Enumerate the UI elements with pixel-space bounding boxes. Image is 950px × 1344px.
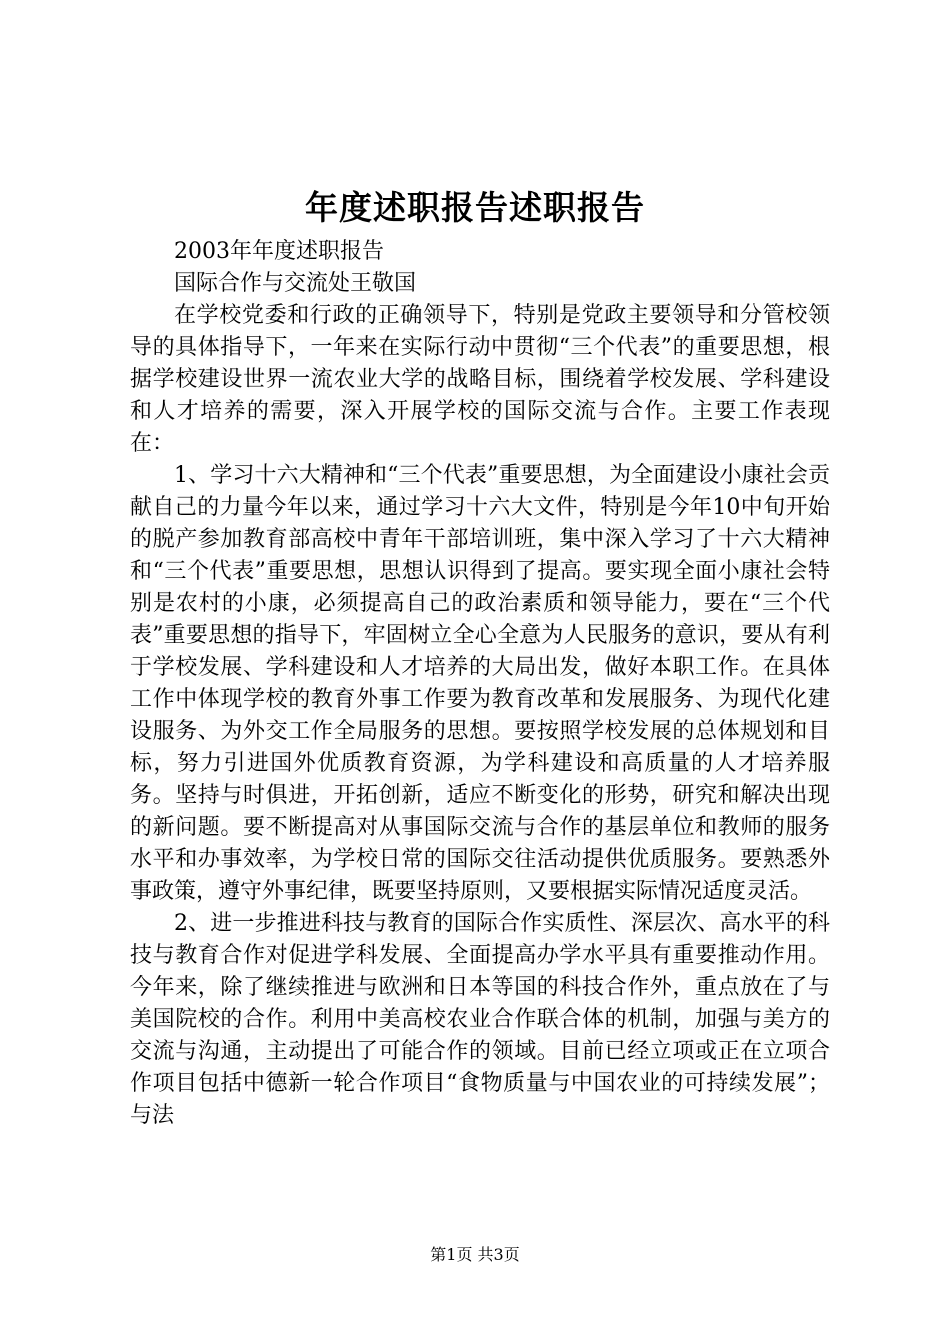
page-footer: 第1页 共3页 [430, 1245, 520, 1264]
paragraph-intro: 在学校党委和行政的正确领导下，特别是党政主要领导和分管校领导的具体指导下，一年来在实际行动中贯彻“三个代表”的重要思想，根据学校建设世界一流农业大学的战略目标，围绕着学校发展、学科建设和人才培养的需要，深入开展学校的国际交流与合作。主要工作表现在： [130, 303, 830, 456]
author-line: 国际合作与交流处王敬国 [174, 271, 417, 296]
document-title: 年度述职报告述职报告 [305, 188, 645, 227]
document-body [130, 236, 830, 1132]
paragraph-section-2: 2、进一步推进科技与教育的国际合作实质性、深层次、高水平的科技与教育合作对促进学科发展、全面提高办学水平具有重要推动作用。今年来，除了继续推进与欧洲和日本等国的科技合作外，重点放在了与美国院校的合作。利用中美高校农业合作联合体的机制，加强与美方的交流与沟通，主动提出了可能合作的领域。目前已经立项或正在立项合作项目包括中德新一轮合作项目“食物质量与中国农业的可持续发展”；与法 [130, 911, 830, 1128]
paragraph-section-1: 1、学习十六大精神和“三个代表”重要思想，为全面建设小康社会贡献自己的力量今年以来，通过学习十六大文件，特别是今年10中旬开始的脱产参加教育部高校中青年干部培训班，集中深入学习了十六大精神和“三个代表”重要思想，思想认识得到了提高。要实现全面小康社会特别是农村的小康，必须提高自己的政治素质和领导能力，要在“三个代表”重要思想的指导下，牢固树立全心全意为人民服务的意识，要从有利于学校发展、学科建设和人才培养的大局出发，做好本职工作。在具体工作中体现学校的教育外事工作要为教育改革和发展服务、为现代化建设服务、为外交工作全局服务的思想。要按照学校发展的总体规划和目标，努力引进国外优质教育资源，为学科建设和高质量的人才培养服务。坚持与时俱进，开拓创新，适应不断变化的形势，研究和解决出现的新问题。要不断提高对从事国际交流与合作的基层单位和教师的服务水平和办事效率，为学校日常的国际交往活动提供优质服务。要熟悉外事政策，遵守外事纪律，既要坚持原则，又要根据实际情况适度灵活。 [130, 463, 830, 904]
heading-line: 2003年年度述职报告 [174, 239, 384, 264]
